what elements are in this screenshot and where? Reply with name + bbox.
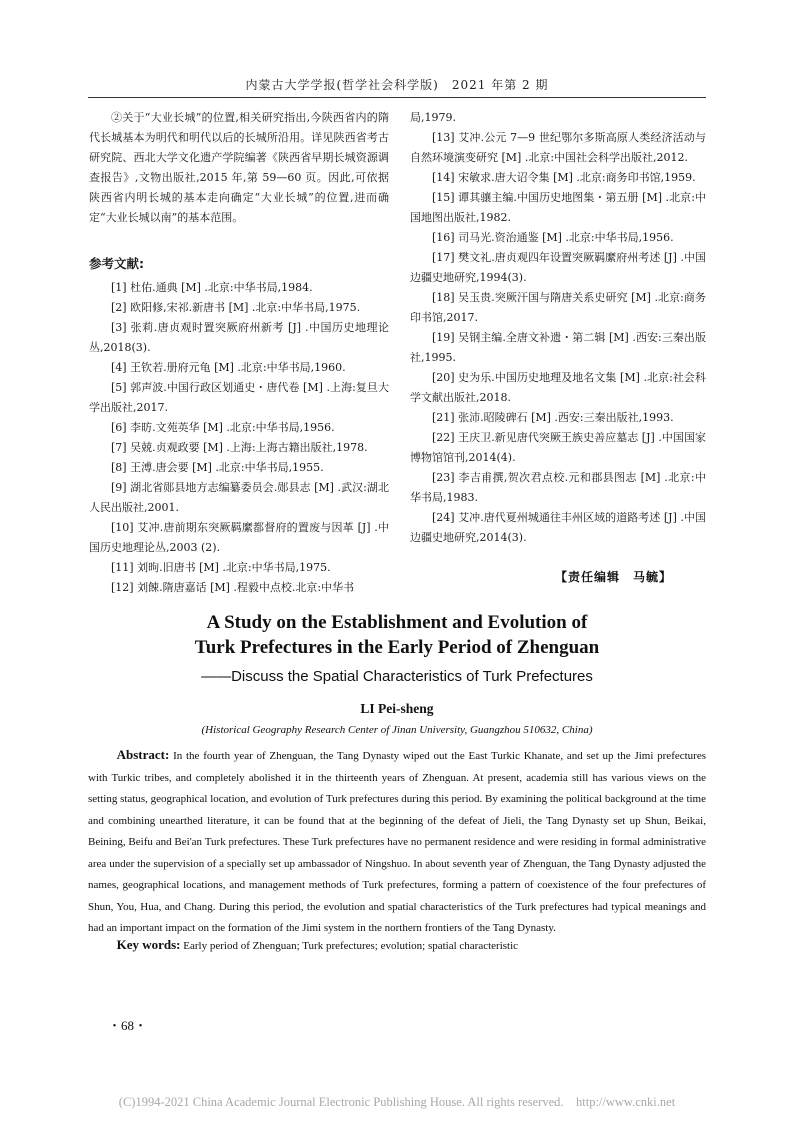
- reference-item: [23] 李吉甫撰,贺次君点校.元和郡县图志 [M] .北京:中华书局,1983.: [410, 471, 706, 504]
- reference-item: [11] 刘昫.旧唐书 [M] .北京:中华书局,1975.: [111, 561, 331, 574]
- footnote-paragraph: ②关于“大业长城”的位置,相关研究指出,今陕西省内的隋代长城基本为明代和明代以后的长城所沿用。详见陕西省考古研究院、西北大学文化遗产学院编著《陕西省早期长城资源调查报告》,文物出版社,2015 年,第 59—60 页。因此,可依据陕西省内明长城的基本走向确定“大业长城”的位置,进而确定“大业长城以南”的基本范围。: [89, 111, 389, 224]
- reference-item: [1] 杜佑.通典 [M] .北京:中华书局,1984.: [111, 281, 313, 294]
- reference-item: [17] 樊文礼.唐贞观四年设置突厥羁縻府州考述 [J] .中国边疆史地研究,1994(3).: [410, 251, 706, 284]
- left-column: [89, 108, 389, 598]
- english-subtitle: ——Discuss the Spatial Characteristics of Turk Prefectures: [201, 668, 593, 685]
- keywords-text: Early period of Zhenguan; Turk prefectures; evolution; spatial characteristic: [183, 940, 519, 952]
- header-rule: [88, 97, 706, 98]
- reference-item: [7] 吴兢.贞观政要 [M] .上海:上海古籍出版社,1978.: [111, 441, 368, 454]
- english-keywords: [88, 937, 706, 953]
- reference-item: [6] 李昉.文苑英华 [M] .北京:中华书局,1956.: [111, 421, 335, 434]
- reference-item: [2] 欧阳修,宋祁.新唐书 [M] .北京:中华书局,1975.: [111, 301, 361, 314]
- reference-item: [4] 王钦若.册府元龟 [M] .北京:中华书局,1960.: [111, 361, 346, 374]
- reference-item: [13] 艾冲.公元 7—9 世纪鄂尔多斯高原人类经济活动与自然环境演变研究 [M] .北京:中国社会科学出版社,2012.: [410, 131, 706, 164]
- reference-item: [21] 张沛.昭陵碑石 [M] .西安:三秦出版社,1993.: [432, 411, 674, 424]
- reference-item: [3] 张莉.唐贞观时置突厥府州新考 [J] .中国历史地理论丛,2018(3).: [89, 321, 389, 354]
- reference-item: [8] 王溥.唐会要 [M] .北京:中华书局,1955.: [111, 461, 324, 474]
- reference-item: [10] 艾冲.唐前期东突厥羁縻都督府的置废与因革 [J] .中国历史地理论丛,2003 (2).: [89, 521, 389, 554]
- references-heading: 参考文献:: [89, 256, 144, 271]
- reference-item: [24] 艾冲.唐代夏州城通往丰州区域的道路考述 [J] .中国边疆史地研究,2014(3).: [410, 511, 706, 544]
- responsible-editor: 【责任编辑 马毓】: [555, 570, 673, 584]
- reference-item: [5] 郭声波.中国行政区划通史・唐代卷 [M] .上海:复旦大学出版社,2017.: [89, 381, 389, 414]
- keywords-label: Key words:: [116, 937, 181, 952]
- english-abstract: [88, 744, 706, 940]
- reference-item: [12] 刘餗.隋唐嘉话 [M] .程毅中点校.北京:中华书: [111, 581, 355, 594]
- reference-item: [9] 湖北省郧县地方志编纂委员会.郧县志 [M] .武汉:湖北人民出版社,2001.: [89, 481, 389, 514]
- english-title-line-2: Turk Prefectures in the Early Period of Zhenguan: [194, 637, 600, 658]
- reference-item: [20] 史为乐.中国历史地理及地名文集 [M] .北京:社会科学文献出版社,2018.: [410, 371, 706, 404]
- abstract-text: In the fourth year of Zhenguan, the Tang Dynasty wiped out the East Turkic Khanate, and set up the Jimi prefectures with Turkic tribes, and completely abolished it in the thirteenth years of Zhenguan. At present, academia still has various views on the setting status, geographical location, and evolution of Turk prefectures during this period. By examining the political background at the time and combining unearthed literature, it can be found that at the beginning of the defeat of Jieli, the Tang Dynasty set up Shun, Beikai, Beining, Beifu and Bei'an Turk prefectures. These Turk prefectures have no permanent residence and were residing in formal administrative area under the supervision of a specially set up ambassador of Ningshuo. In about seventh year of Zhenguan, the Tang Dynasty adjusted the names, geographical locations, and management methods of Turk prefectures, forming a pattern of coexistence of the four prefectures of Shun, You, Hua, and Chang. During this period, the evolution and spatial characteristics of the Turk prefectures had typical meanings and had an important impact on the formation of the Jimi system in the northern frontiers of the Tang Dynasty.: [88, 750, 707, 934]
- page-number: ・68・: [108, 1018, 148, 1033]
- reference-item: [14] 宋敏求.唐大诏令集 [M] .北京:商务印书馆,1959.: [432, 171, 696, 184]
- copyright-watermark: (C)1994-2021 China Academic Journal Electronic Publishing House. All rights reserved. http://www.cnki.net: [118, 1095, 676, 1109]
- reference-item: [18] 吴玉贵.突厥汗国与隋唐关系史研究 [M] .北京:商务印书馆,2017.: [410, 291, 706, 324]
- running-header: 内蒙古大学学报(哲学社会科学版) 2021 年第 2 期: [245, 78, 549, 92]
- reference-list-left: [89, 278, 389, 598]
- reference-item: [19] 吴钢主编.全唐文补遗・第二辑 [M] .西安:三秦出版社,1995.: [410, 331, 706, 364]
- reference-item: [22] 王庆卫.新见唐代突厥王族史善应墓志 [J] .中国国家博物馆馆刊,2014(4).: [410, 431, 706, 464]
- reference-continuation: 局,1979.: [410, 111, 456, 124]
- right-column: [410, 108, 706, 548]
- abstract-label: Abstract:: [116, 747, 170, 762]
- reference-item: [16] 司马光.资治通鉴 [M] .北京:中华书局,1956.: [432, 231, 674, 244]
- english-title-line-1: A Study on the Establishment and Evolution of: [206, 612, 588, 633]
- author-name: LI Pei-sheng: [360, 701, 434, 716]
- reference-item: [15] 谭其骧主编.中国历史地图集・第五册 [M] .北京:中国地图出版社,1982.: [410, 191, 706, 224]
- author-affiliation: (Historical Geography Research Center of Jinan University, Guangzhou 510632, China): [201, 724, 593, 736]
- reference-list-right: [410, 128, 706, 548]
